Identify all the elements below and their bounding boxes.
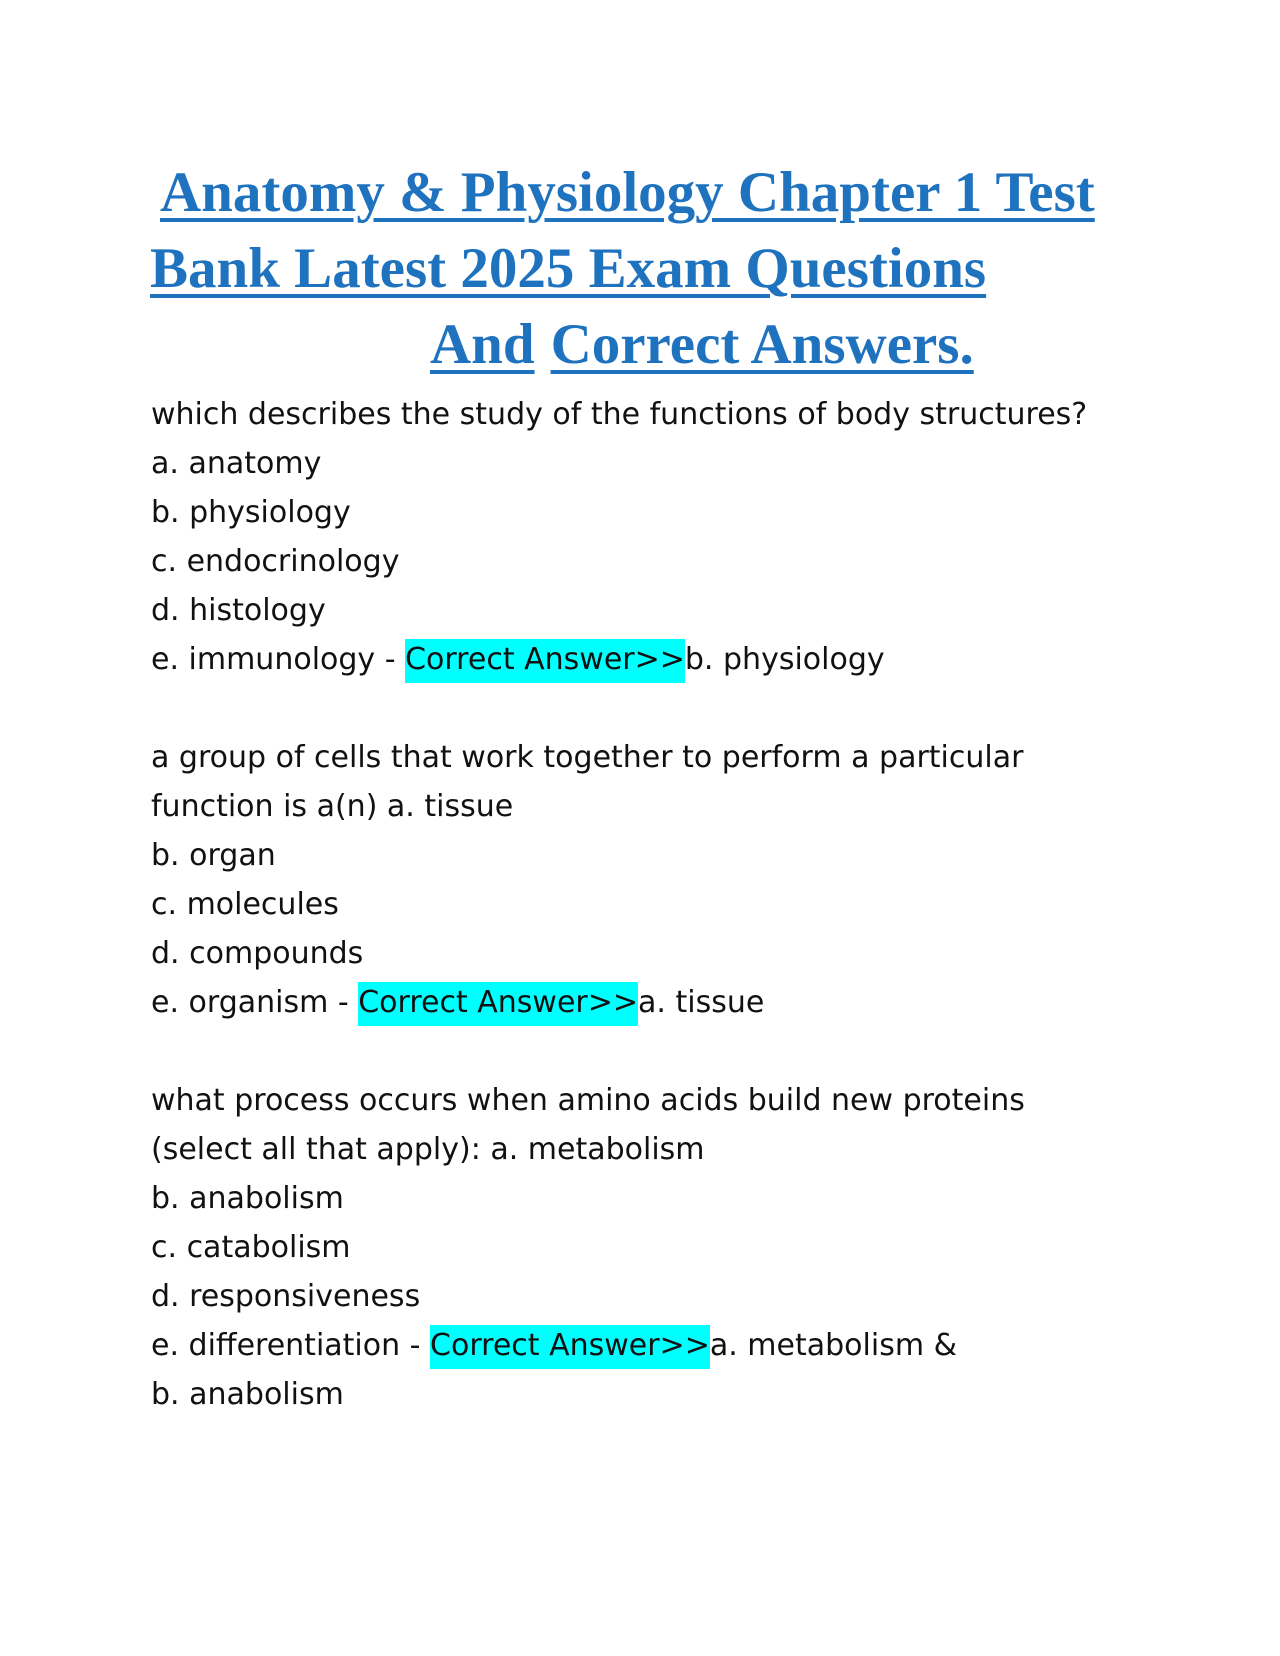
option-e: e. organism - (151, 985, 359, 1020)
question-block-2 (151, 733, 1151, 1027)
title-line-3 (150, 307, 1150, 383)
answer-line (151, 635, 1151, 684)
option-a: a. anatomy (151, 446, 322, 481)
option-b: b. organ (151, 838, 276, 873)
title-word-and: And (430, 313, 535, 376)
option-b: b. anabolism (151, 1181, 344, 1216)
correct-answer-highlight: Correct Answer>> (358, 982, 638, 1026)
title-correct-answers: Correct Answers. (550, 313, 974, 376)
title-line-2: Bank Latest 2025 Exam Questions (150, 237, 987, 300)
correct-answer-highlight: Correct Answer>> (405, 639, 685, 683)
question-block-1 (151, 390, 1151, 684)
question-text-continued: function is a(n) a. tissue (151, 789, 514, 824)
answer-line (151, 978, 1151, 1027)
question-text: what process occurs when amino acids build new proteins (151, 1083, 1025, 1118)
correct-answer-highlight: Correct Answer>> (430, 1325, 710, 1369)
option-c: c. endocrinology (151, 544, 400, 579)
question-text: which describes the study of the functions of body structures? (151, 397, 1088, 432)
correct-answer-value: a. tissue (638, 985, 765, 1020)
question-text-continued: (select all that apply): a. metabolism (151, 1132, 705, 1167)
correct-answer-value: a. metabolism & (709, 1328, 957, 1363)
option-b: b. physiology (151, 495, 351, 530)
question-block-3 (151, 1076, 1151, 1419)
option-e: e. immunology - (151, 642, 406, 677)
option-d: d. responsiveness (151, 1279, 421, 1314)
answer-continuation: b. anabolism (151, 1377, 344, 1412)
option-c: c. catabolism (151, 1230, 351, 1265)
question-text: a group of cells that work together to perform a particular (151, 740, 1024, 775)
option-e: e. differentiation - (151, 1328, 431, 1363)
title-line-1: Anatomy & Physiology Chapter 1 Test (160, 161, 1095, 224)
option-d: d. compounds (151, 936, 364, 971)
correct-answer-value: b. physiology (684, 642, 885, 677)
option-c: c. molecules (151, 887, 339, 922)
question-list (151, 390, 1151, 1468)
document-title (150, 155, 1150, 383)
answer-line (151, 1321, 1151, 1370)
option-d: d. histology (151, 593, 326, 628)
